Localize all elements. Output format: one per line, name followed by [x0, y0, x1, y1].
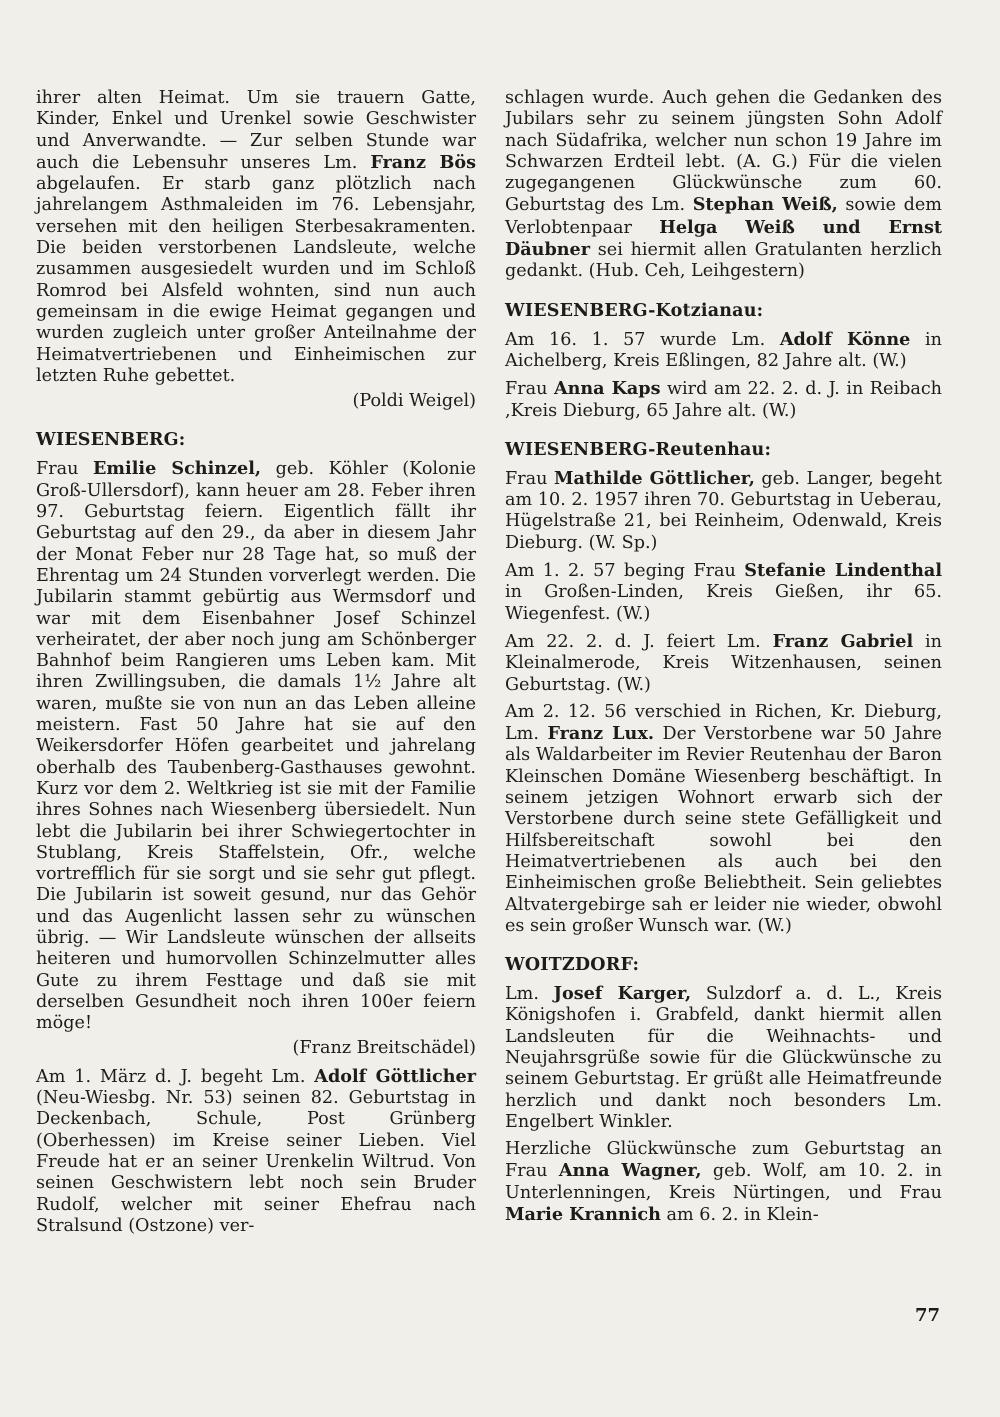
text-run: Frau [36, 459, 93, 480]
text-run: sei hiermit allen Gratulanten herzlich gedankt. (Hub. Ceh, Leihgestern) [505, 240, 942, 282]
text-run: in Aichelberg, Kreis Eßlingen, 82 Jahre alt. (W.) [505, 329, 942, 371]
birthday-notice [505, 378, 942, 422]
text-run: Frau [505, 379, 554, 400]
text-run: Der Verstorbene war 50 Jahre als Waldarbeiter im Revier Reutenhau der Baron Kleinschen Domäne Wiesenberg beschäftigt. In seinem jetzigen Wohnort erwarb sich der Verstorbene durch seine stete Gefälligkeit und Hilfsbereitschaft sowohl bei den Heimatvertriebenen als auch bei den Einheimischen große Beliebtheit. Sein geliebtes Altvatergebirge sah er leider nie wieder, obwohl es sein großer Wunsch war. (W.) [505, 724, 942, 936]
section-heading-wiesenberg: WIESENBERG: [36, 430, 186, 451]
text-run: wird am 22. 2. d. J. in Reibach ,Kreis Dieburg, 65 Jahre alt. (W.) [505, 379, 943, 421]
text-run: Herzliche Glückwünsche zum Geburtstag an Frau [505, 1139, 942, 1182]
birthday-notice [505, 560, 942, 625]
person-name: Anna Wagner, [558, 1160, 702, 1182]
person-name: Stefanie Lindenthal [744, 560, 942, 582]
birthday-notice [505, 631, 942, 696]
person-name: Adolf Göttlicher [314, 1065, 476, 1087]
person-name: Stephan Weiß, [692, 194, 838, 216]
text-run: Am 2. 12. 56 verschied in Richen, Kr. Dieburg, Lm. [505, 701, 942, 745]
text-run: Am 1. März d. J. begeht Lm. [36, 1066, 315, 1087]
person-name: Marie Krannich [505, 1204, 661, 1226]
text-run: am 6. 2. in Klein- [660, 1205, 819, 1226]
section-heading-reutenhau: WIESENBERG-Reutenhau: [505, 439, 772, 460]
left-column [36, 88, 476, 1243]
text-run: Am 1. 2. 57 beging Frau [505, 561, 745, 582]
author-signature: (Franz Breitschädel) [292, 1038, 476, 1059]
person-name: Franz Bös [370, 151, 476, 173]
text-run: sowie dem Verlobtenpaar [505, 195, 942, 238]
text-run: Am 16. 1. 57 wurde Lm. [505, 329, 780, 350]
person-name: Anna Kaps [553, 378, 661, 400]
continued-paragraph [505, 88, 942, 283]
author-signature: (Poldi Weigel) [352, 391, 476, 412]
section-heading-woitzdorf: WOITZDORF: [505, 955, 640, 976]
person-name: Josef Karger, [553, 983, 692, 1005]
text-run: in Großen-Linden, Kreis Gießen, ihr 65. Wiegenfest. (W.) [505, 582, 942, 624]
text-run: Lm. [505, 984, 554, 1005]
right-column [505, 88, 942, 1232]
thanks-notice [505, 983, 942, 1133]
person-name: Emilie Schinzel, [93, 458, 262, 480]
page-number: 77 [915, 1305, 941, 1326]
person-name: Franz Gabriel [772, 630, 914, 652]
text-run: (Neu-Wiesbg. Nr. 53) seinen 82. Geburtstag in Deckenbach, Schule, Post Grünberg (Oberhessen) im Kreise seiner Lieben. Viel Freude hat er an seiner Urenkelin Wiltrud. Von seinen Geschwistern lebt noch sein Bruder Rudolf, welcher mit seiner Ehefrau nach Stralsund (Ostzone) ver- [36, 1088, 476, 1236]
birthday-notice [505, 329, 942, 373]
birthday-article [36, 1066, 476, 1237]
obituary-paragraph [36, 88, 476, 387]
birthday-greetings [505, 1139, 942, 1226]
text-run: in Kleinalmerode, Kreis Witzenhausen, seinen Geburtstag. (W.) [505, 631, 942, 695]
text-run: ihrer alten Heimat. Um sie trauern Gatte, Kinder, Enkel und Urenkel sowie Geschwister und Anverwandte. — Zur selben Stunde war auch die Lebensuhr unseres Lm. [36, 88, 476, 173]
birthday-article [36, 458, 476, 1034]
person-name: Franz Lux. [547, 723, 654, 745]
text-run: geb. Wolf, am 10. 2. in Unterlenningen, Kreis Nürtingen, und Frau [505, 1161, 942, 1203]
text-run: Am 22. 2. d. J. feiert Lm. [505, 631, 773, 652]
person-name: Mathilde Göttlicher, [553, 467, 755, 489]
text-run: Sulzdorf a. d. L., Kreis Königshofen i. Grabfeld, dankt hiermit allen Landsleuten für die Weihnachts- und Neujahrsgrüße sowie für die Glückwünsche zu seinem Geburtstag. Er grüßt alle Heimatfreunde herzlich und dankt noch besonders Lm. Engelbert Winkler. [505, 984, 942, 1132]
section-heading-kotzianau: WIESENBERG-Kotzianau: [505, 300, 764, 321]
text-run: geb. Langer, begeht am 10. 2. 1957 ihren 70. Geburtstag in Ueberau, Hügelstraße 21, bei Reinheim, Odenwald, Kreis Dieburg. (W. Sp.) [505, 468, 942, 553]
text-run: schlagen wurde. Auch gehen die Gedanken des Jubilars sehr zu seinem jüngsten Sohn Adolf nach Südafrika, welcher nun schon 19 Jahre im Schwarzen Erdteil lebt. (A. G.) Für die vielen zugegangenen Glückwünsche zum 60. Geburtstag des Lm. [505, 88, 942, 216]
text-run: geb. Köhler (Kolonie Groß-Ullersdorf), kann heuer am 28. Feber ihren 97. Geburtstag feiern. Eigentlich fällt ihr Geburtstag auf den 29., da aber in diesem Jahr der Monat Feber nur 28 Tage hat, so muß der Ehrentag um 24 Stunden vorverlegt werden. Die Jubilarin stammt gebürtig aus Wermsdorf und war mit dem Eisenbahner Josef Schinzel verheiratet, der aber noch jung am Schönberger Bahnhof beim Rangieren ums Leben kam. Mit ihren Zwillingsuben, die damals 1½ Jahre alt waren, mußte sie von nun an das Leben alleine meistern. Fast 50 Jahre hat sie auf den Weikersdorfer Höfen gearbeitet und jahrelang oberhalb des Taubenberg-Gasthauses gewohnt. Kurz vor dem 2. Weltkrieg ist sie mit der Familie ihres Sohnes nach Wiesenberg übersiedelt. Nun lebt die Jubilarin bei ihrer Schwiegertochter in Stublang, Kreis Staffelstein, Ofr., welche vortrefflich für sie sorgt und sie sehr gut pflegt. Die Jubilarin ist soweit gesund, nur das Gehör und das Augenlicht lassen sehr zu wünschen übrig. — Wir Landsleute wünschen der allseits heiteren und humorvollen Schinzelmutter alles Gute zu ihrem Festtage und daß sie mit derselben Gesundheit noch ihren 100er feiern möge! [36, 459, 477, 1034]
text-run: Frau [505, 468, 554, 489]
person-name: Helga Weiß und Ernst Däubner [505, 216, 942, 261]
text-run: abgelaufen. Er starb ganz plötzlich nach jahrelangem Asthmaleiden im 76. Lebensjahr, versehen mit den heiligen Sterbesakramenten. Die beiden verstorbenen Landsleute, welche zusammen ausgesiedelt wurden und im Schloß Romrod bei Alsfeld wohnten, sind nun auch gemeinsam in die ewige Heimat gegangen und wurden zugleich unter großer Anteilnahme der Heimatvertriebenen und Einheimischen zur letzten Ruhe gebettet. [36, 174, 476, 386]
person-name: Adolf Könne [779, 328, 911, 350]
birthday-notice [505, 468, 942, 554]
obituary-notice [505, 702, 942, 937]
